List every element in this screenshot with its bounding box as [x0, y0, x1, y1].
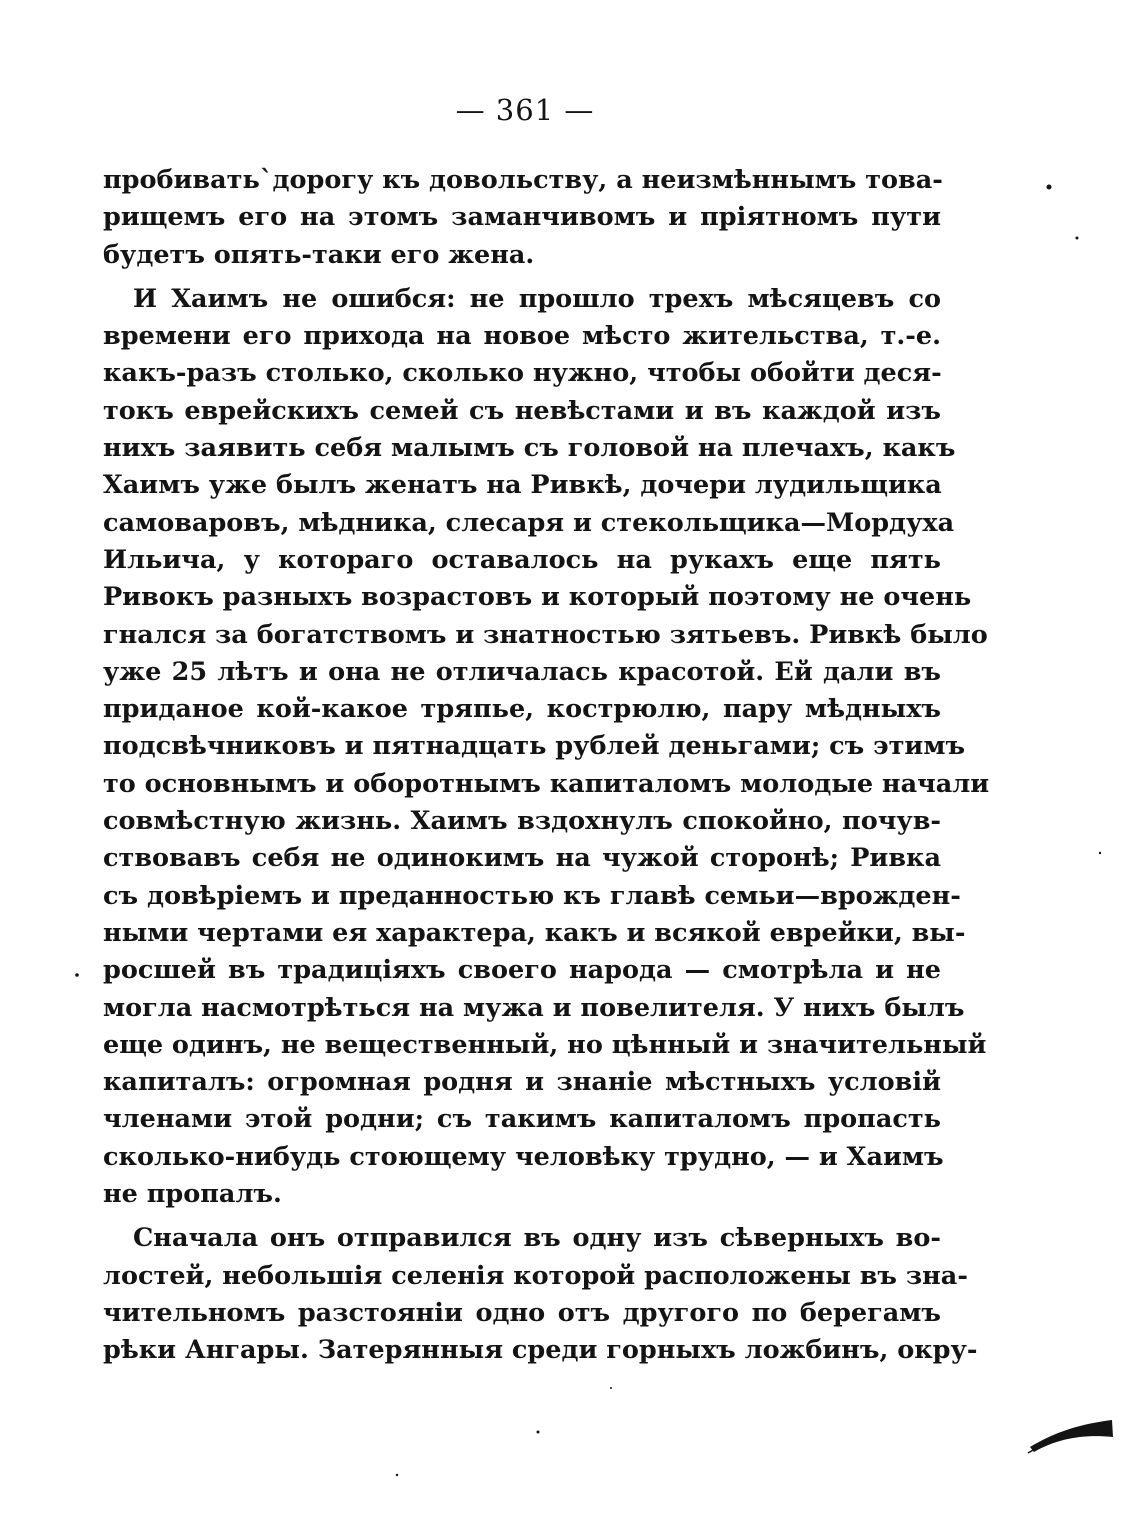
text-line: токъ еврейскихъ семей съ невѣстами и въ каждой изъ — [103, 395, 941, 426]
ink-speck — [396, 1474, 398, 1476]
text-line: Ильича, у котораго оставалось на рукахъ еще пять — [103, 544, 941, 575]
text-line: какъ-разъ столько, сколько нужно, чтобы обойти деся- — [103, 358, 942, 389]
text-line: ными чертами ея характера, какъ и всякой еврейки, вы- — [103, 917, 966, 948]
ink-speck — [75, 973, 79, 977]
text-line: уже 25 лѣтъ и она не отличалась красотой. Ей дали въ — [103, 656, 941, 687]
text-line: времени его прихода на новое мѣсто жительства, т.-е. — [103, 321, 941, 352]
text-line: совмѣстную жизнь. Хаимъ вздохнулъ спокойно, почув- — [103, 806, 941, 837]
text-line: пробивать`дорогу къ довольству, а неизмѣннымъ това- — [103, 165, 943, 195]
text-line: съ довѣріемъ и преданностью къ главѣ семьи—врожден- — [103, 880, 961, 911]
ink-speck — [537, 1431, 540, 1434]
ink-speck — [1047, 185, 1052, 190]
text-line: приданое кой-какое тряпье, кострюлю, пару мѣдныхъ — [103, 694, 941, 725]
text-line: Ривокъ разныхъ возрастовъ и который поэтому не очень — [103, 582, 972, 613]
text-line: то основнымъ и оборотнымъ капиталомъ молодые начали — [103, 768, 990, 799]
text-line: И Хаимъ не ошибся: не прошло трехъ мѣсяцевъ со — [133, 283, 941, 314]
text-line: не пропалъ. — [103, 1179, 282, 1210]
text-line: рищемъ его на этомъ заманчивомъ и пріятномъ пути — [103, 202, 941, 233]
ink-speck — [1099, 852, 1101, 854]
ink-speck — [610, 1387, 612, 1389]
text-line: могла насмотрѣться на мужа и повелителя. У нихъ былъ — [103, 992, 965, 1023]
ink-speck — [1076, 237, 1079, 240]
text-line: подсвѣчниковъ и пятнадцать рублей деньгами; съ этимъ — [103, 731, 966, 762]
text-line: Сначала онъ отправился въ одну изъ сѣверныхъ во- — [133, 1223, 941, 1254]
text-line: гнался за богатствомъ и знатностью зятьевъ. Ривкѣ было — [103, 619, 988, 650]
text-line: рѣки Ангары. Затерянныя среди горныхъ ложбинъ, окру- — [103, 1335, 978, 1366]
text-line: капиталъ: огромная родня и знаніе мѣстныхъ условій — [103, 1067, 941, 1098]
text-line: самоваровъ, мѣдника, слесаря и стекольщика—Мордуха — [103, 507, 955, 538]
text-line: нихъ заявить себя малымъ съ головой на плечахъ, какъ — [103, 433, 956, 464]
text-line: еще одинъ, не вещественный, но цѣнный и значительный — [103, 1029, 987, 1060]
text-line: лостей, небольшія селенія которой расположены въ зна- — [103, 1260, 968, 1291]
text-line: ствовавъ себя не одинокимъ на чужой сторонѣ; Ривка — [103, 843, 941, 874]
text-line: будетъ опять-таки его жена. — [103, 239, 535, 270]
text-line: чительномъ разстояніи одно отъ другого по берегамъ — [103, 1297, 941, 1328]
text-line: членами этой родни; съ такимъ капиталомъ пропасть — [103, 1104, 941, 1135]
ink-smudge — [1030, 1420, 1113, 1452]
text-line: сколько-нибудь стоющему человѣку трудно, — и Хаимъ — [103, 1141, 944, 1172]
page-number: — 361 — — [455, 93, 595, 127]
text-line: росшей въ традиціяхъ своего народа — смотрѣла и не — [103, 955, 941, 986]
text-line: Хаимъ уже былъ женатъ на Ривкѣ, дочери лудильщика — [103, 470, 942, 501]
